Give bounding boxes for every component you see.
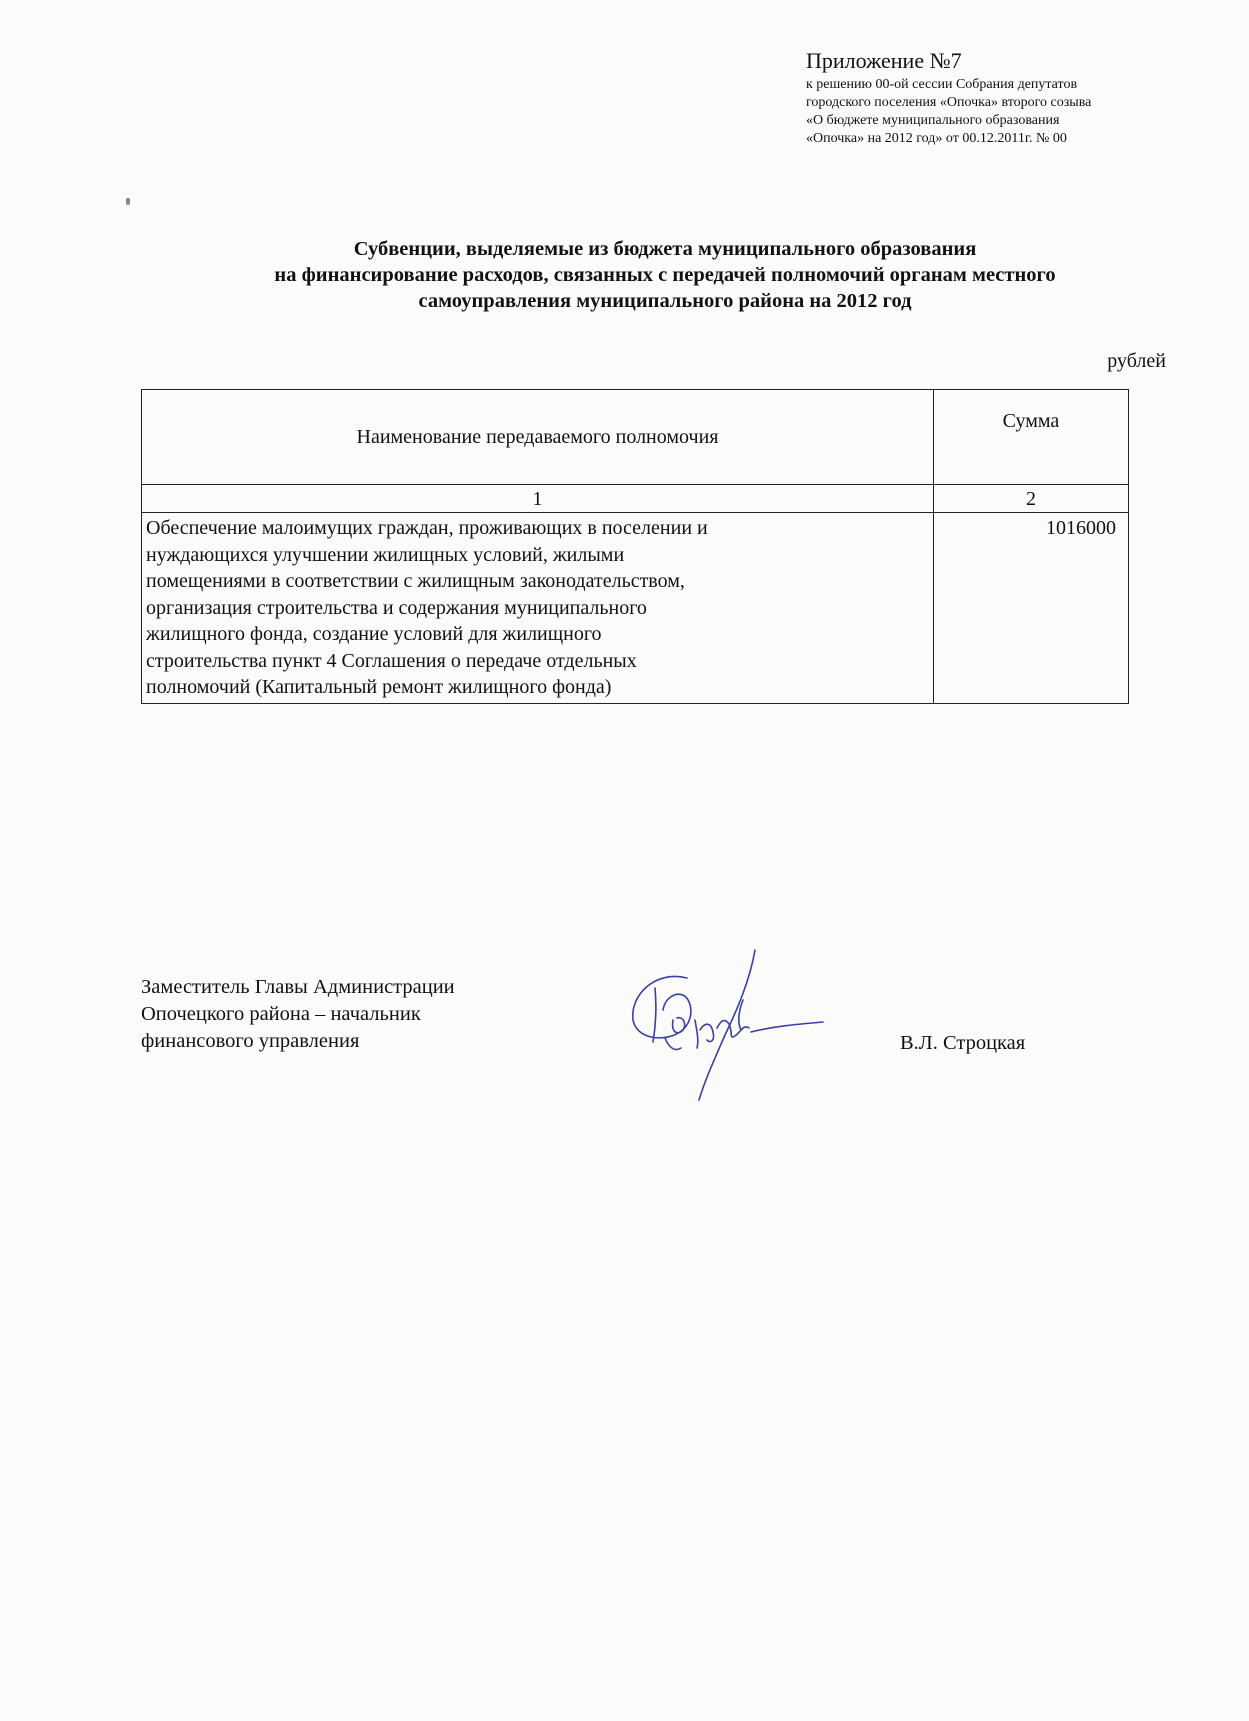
- authority-name-line: Обеспечение малоимущих граждан, проживающих в поселении и: [146, 517, 708, 539]
- table-row: [142, 513, 1129, 704]
- authority-name-line: организация строительства и содержания муниципального: [146, 596, 647, 619]
- currency-unit: рублей: [1107, 350, 1166, 372]
- authority-name-line: полномочий (Капитальный ремонт жилищного фонда): [146, 676, 612, 698]
- table-header-row: [142, 390, 1129, 485]
- scan-speck: [126, 198, 130, 205]
- signer-position-line: Заместитель Главы Администрации: [141, 976, 455, 998]
- authority-name-line: строительства пункт 4 Соглашения о передаче отдельных: [146, 649, 637, 672]
- appendix-line: к решению 00-ой сессии Собрания депутатов: [806, 77, 1078, 92]
- signer-position: [141, 974, 455, 1055]
- signer-position-line: Опочецкого района – начальник: [141, 1003, 421, 1025]
- authority-name-line: жилищного фонда, создание условий для жилищного: [146, 623, 602, 645]
- signer-name: В.Л. Строцкая: [900, 1032, 1026, 1054]
- column-header-name: Наименование передаваемого полномочия: [142, 390, 934, 485]
- signer-position-line: финансового управления: [141, 1030, 360, 1052]
- column-header-sum: Сумма: [934, 390, 1129, 485]
- column-number: 2: [934, 485, 1129, 513]
- authority-name-line: помещениями в соответствии с жилищным законодательством,: [146, 570, 685, 592]
- appendix-header: [806, 48, 1226, 148]
- appendix-line: «Опочка» на 2012 год» от 00.12.2011г. № 00: [806, 131, 1067, 146]
- amount-cell: 1016000: [934, 513, 1129, 704]
- title-line: самоуправления муниципального района на 2012 год: [418, 290, 912, 312]
- authority-name-cell: [142, 513, 934, 704]
- appendix-line: «О бюджете муниципального образования: [806, 113, 1060, 128]
- document-title: [140, 236, 1190, 314]
- subventions-table: [141, 389, 1129, 704]
- column-number: 1: [142, 485, 934, 513]
- title-line: Субвенции, выделяемые из бюджета муниципального образования: [353, 238, 977, 260]
- column-number-row: [142, 485, 1129, 513]
- authority-name-line: нуждающихся улучшении жилищных условий, жилыми: [146, 543, 625, 566]
- handwritten-signature: [625, 940, 845, 1105]
- appendix-line: городского поселения «Опочка» второго созыва: [806, 95, 1092, 110]
- title-line: на финансирование расходов, связанных с передачей полномочий органам местного: [274, 264, 1056, 286]
- appendix-title: Приложение №7: [806, 48, 962, 73]
